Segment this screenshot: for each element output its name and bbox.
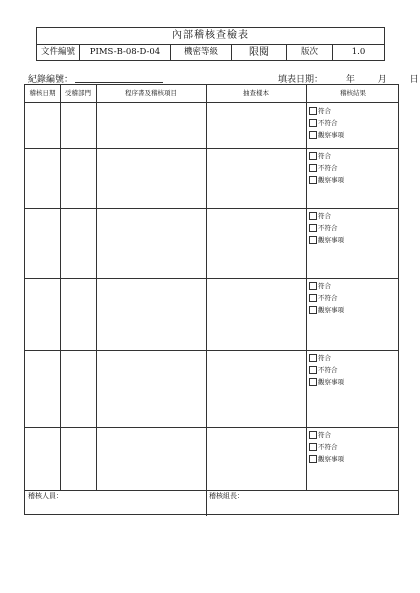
doc-no-label: 文件編號: [37, 45, 80, 60]
result-option-observation[interactable]: 觀察事項: [309, 376, 344, 388]
version-label: 版次: [287, 45, 333, 60]
checkbox-icon[interactable]: [309, 131, 317, 139]
result-option-observation[interactable]: 觀察事項: [309, 129, 344, 141]
col-divider: [96, 85, 97, 490]
fill-date-month: 月: [377, 75, 387, 85]
result-option-pass[interactable]: 符合: [309, 210, 344, 222]
audit-leader-label: 稽核組長：: [209, 492, 244, 500]
result-options: [309, 150, 344, 186]
fill-date-year: 年: [345, 75, 355, 85]
result-option-observation[interactable]: 觀察事項: [309, 304, 344, 316]
result-options: [309, 210, 344, 246]
result-option-fail[interactable]: 不符合: [309, 364, 344, 376]
checkbox-icon[interactable]: [309, 378, 317, 386]
result-option-pass[interactable]: 符合: [309, 429, 344, 441]
result-option-pass[interactable]: 符合: [309, 105, 344, 117]
col-divider: [306, 85, 307, 490]
record-number-field[interactable]: [75, 73, 163, 83]
col-header-procedure: 程序書及稽核項目: [125, 89, 177, 97]
col-header-result: 稽核結果: [340, 89, 366, 97]
row-divider: [25, 350, 398, 351]
row-divider: [25, 148, 398, 149]
result-options: [309, 429, 344, 465]
result-option-fail[interactable]: 不符合: [309, 162, 344, 174]
form-title: 內部稽核查檢表: [37, 28, 384, 45]
col-header-audit-date: 稽核日期: [29, 89, 56, 97]
fill-date-label: 填表日期：: [278, 75, 324, 85]
col-header-department: 受稽部門: [65, 89, 91, 97]
version-value: 1.0: [351, 47, 366, 57]
result-options: [309, 280, 344, 316]
checkbox-icon[interactable]: [309, 306, 317, 314]
checkbox-icon[interactable]: [309, 282, 317, 290]
checkbox-icon[interactable]: [309, 294, 317, 302]
classification-value: 限閱: [232, 45, 287, 60]
result-option-pass[interactable]: 符合: [309, 280, 344, 292]
checkbox-icon[interactable]: [309, 236, 317, 244]
result-option-observation[interactable]: 觀察事項: [309, 174, 344, 186]
result-options: [309, 105, 344, 141]
row-divider: [25, 427, 398, 428]
checkbox-icon[interactable]: [309, 354, 317, 362]
row-divider: [25, 278, 398, 279]
result-option-fail[interactable]: 不符合: [309, 441, 344, 453]
checkbox-icon[interactable]: [309, 212, 317, 220]
checkbox-icon[interactable]: [309, 152, 317, 160]
col-header-sample: 抽查樣本: [243, 89, 269, 97]
checkbox-icon[interactable]: [309, 443, 317, 451]
result-option-observation[interactable]: 觀察事項: [309, 234, 344, 246]
form-meta-row: [37, 45, 384, 60]
col-divider: [206, 85, 207, 516]
checkbox-icon[interactable]: [309, 224, 317, 232]
checkbox-icon[interactable]: [309, 176, 317, 184]
doc-no-value: PIMS-B-08-D-04: [80, 45, 171, 60]
audit-table: [24, 84, 399, 515]
result-option-fail[interactable]: 不符合: [309, 117, 344, 129]
classification-label: 機密等級: [171, 45, 232, 60]
checkbox-icon[interactable]: [309, 164, 317, 172]
result-option-pass[interactable]: 符合: [309, 352, 344, 364]
checkbox-icon[interactable]: [309, 107, 317, 115]
form-header: [36, 27, 385, 61]
checkbox-icon[interactable]: [309, 119, 317, 127]
result-option-fail[interactable]: 不符合: [309, 222, 344, 234]
fill-date-day: 日: [409, 75, 419, 85]
auditor-label: 稽核人員：: [28, 492, 63, 500]
checkbox-icon[interactable]: [309, 431, 317, 439]
col-divider: [60, 85, 61, 490]
result-options: [309, 352, 344, 388]
checkbox-icon[interactable]: [309, 366, 317, 374]
result-option-fail[interactable]: 不符合: [309, 292, 344, 304]
result-option-observation[interactable]: 觀察事項: [309, 453, 344, 465]
record-number-label: 紀錄編號：: [28, 75, 74, 85]
row-divider: [25, 102, 398, 103]
result-option-pass[interactable]: 符合: [309, 150, 344, 162]
row-divider: [25, 208, 398, 209]
checkbox-icon[interactable]: [309, 455, 317, 463]
